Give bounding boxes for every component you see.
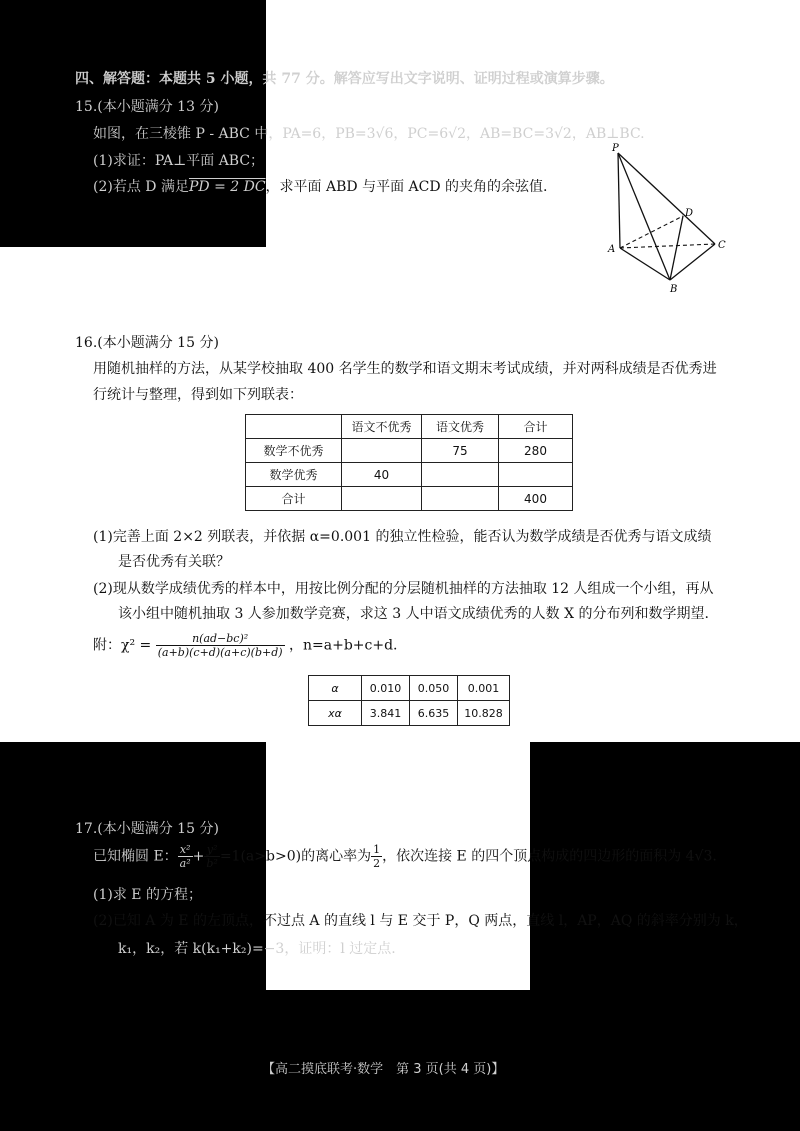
ct-r0-c0: 数学不优秀: [246, 439, 342, 463]
ct-header-1: 语文不优秀: [342, 415, 422, 439]
ct-r2-c0: 合计: [246, 487, 342, 511]
tetrahedron-figure: [600, 140, 730, 295]
label-b: B: [670, 284, 678, 295]
formula-suffix: ，n=a+b+c+d.: [289, 637, 398, 654]
ct-r2-c2: [422, 487, 499, 511]
q17-e-num: 1: [373, 843, 381, 856]
ct-r0-c1: [342, 439, 422, 463]
formula-denominator: (a+b)(c+d)(a+c)(b+d): [157, 646, 283, 660]
q15-part2: [93, 178, 547, 196]
black-occlusion-bottom-strip: [266, 990, 530, 1131]
edge-ac-dashed: [620, 244, 715, 248]
q17-stem-pre: 已知椭圆 E：: [93, 848, 178, 865]
q17-plus: +: [192, 848, 205, 865]
ct-r0-c3: 280: [499, 439, 573, 463]
cv-x-3: 10.828: [458, 701, 510, 726]
q15-part2-pre: (2)若点 D 满足: [93, 179, 189, 195]
ct-r0-c2: 75: [422, 439, 499, 463]
cv-alpha-1: 0.010: [362, 676, 410, 701]
ct-r1-c0: 数学优秀: [246, 463, 342, 487]
q16-part2-line2: 该小组中随机抽取 3 人参加数学竞赛，求这 3 人中语文成绩优秀的人数 X 的分布列和数学期望.: [118, 606, 709, 622]
cv-x-2: 6.635: [410, 701, 458, 726]
q17-e-den: 2: [373, 857, 381, 871]
q17-stem: [93, 843, 717, 870]
cv-alpha-2: 0.050: [410, 676, 458, 701]
contingency-table: [245, 414, 573, 511]
label-c: C: [718, 240, 726, 251]
q17-frac-y-num: y²: [204, 843, 219, 857]
q15-part1: (1)求证：PA⊥平面 ABC；: [93, 153, 265, 169]
black-occlusion-bottom-left: [0, 742, 266, 1131]
q17-frac-x-den: a²: [179, 857, 191, 871]
formula-numerator: n(ad−bc)²: [156, 632, 285, 646]
q17-fraction-x: [178, 843, 193, 870]
q17-frac-y-den: b²: [206, 857, 218, 871]
black-occlusion-top-left: [0, 0, 266, 247]
q17-stem-mid: =1(a>b>0)的离心率为: [219, 848, 372, 865]
cv-x-1: 3.841: [362, 701, 410, 726]
cv-x-label: xα: [309, 701, 362, 726]
q16-part1-line2: 是否优秀有关联？: [118, 554, 230, 570]
black-occlusion-bottom-right: [530, 742, 800, 1131]
label-a: A: [608, 244, 616, 255]
q15-part2-post: ，求平面 ABD 与平面 ACD 的夹角的余弦值.: [265, 179, 548, 195]
ct-r1-c1: 40: [342, 463, 422, 487]
ct-r1-c2: [422, 463, 499, 487]
edge-pc: [618, 153, 715, 244]
page-footer: 【高二摸底联考·数学 第 3 页(共 4 页)】: [262, 1062, 505, 1077]
q15-part2-vector: PD = 2 DC: [188, 179, 266, 195]
q17-fraction-y: [204, 843, 219, 870]
edge-pb: [618, 153, 670, 280]
formula-fraction: [156, 632, 285, 659]
chi-square-formula: [93, 632, 398, 659]
cv-alpha-3: 0.001: [458, 676, 510, 701]
ct-r1-c3: [499, 463, 573, 487]
ct-header-0: [246, 415, 342, 439]
edge-pa: [618, 153, 620, 248]
q17-stem-post: ，依次连接 E 的四个顶点构成的四边形的面积为 4√3.: [382, 848, 717, 865]
ct-header-3: 合计: [499, 415, 573, 439]
q17-eccentricity: [371, 843, 382, 870]
section-header: 四、解答题：本题共 5 小题，共 77 分。解答应写出文字说明、证明过程或演算步骤。: [75, 71, 614, 87]
q15-title: 15.(本小题满分 13 分): [75, 99, 219, 115]
formula-prefix: 附：χ² =: [93, 637, 152, 654]
q17-part1: (1)求 E 的方程；: [93, 887, 202, 903]
q16-title: 16.(本小题满分 15 分): [75, 335, 219, 351]
q17-frac-x-num: x²: [178, 843, 193, 857]
critical-value-table: [308, 675, 510, 726]
edge-ad-dashed: [620, 216, 683, 248]
edge-ab: [620, 248, 670, 280]
q16-stem-line2: 行统计与整理，得到如下列联表：: [93, 387, 303, 403]
q16-stem-line1: 用随机抽样的方法，从某学校抽取 400 名学生的数学和语文期末考试成绩，并对两科成绩是否优秀进: [93, 361, 717, 377]
label-d: D: [685, 208, 694, 219]
cv-alpha-label: α: [309, 676, 362, 701]
q16-part1-line1: (1)完善上面 2×2 列联表，并依据 α=0.001 的独立性检验，能否认为数学成绩是否优秀与语文成绩: [93, 529, 712, 545]
q17-part2-line1: (2)已知 A 为 E 的左顶点，不过点 A 的直线 l 与 E 交于 P，Q 两点，直线 l，AP，AQ 的斜率分别为 k，: [93, 913, 748, 929]
ct-r2-c3: 400: [499, 487, 573, 511]
ct-header-2: 语文优秀: [422, 415, 499, 439]
q15-stem: 如图，在三棱锥 P - ABC 中，PA=6，PB=3√6，PC=6√2，AB=BC=3√2，AB⊥BC.: [93, 126, 645, 142]
label-p: P: [612, 143, 619, 154]
q16-part2-line1: (2)现从数学成绩优秀的样本中，用按比例分配的分层随机抽样的方法抽取 12 人组成一个小组，再从: [93, 581, 714, 597]
q17-part2-line2: k₁，k₂，若 k(k₁+k₂)=−3，证明：l 过定点.: [118, 941, 396, 957]
q17-title: 17.(本小题满分 15 分): [75, 821, 219, 837]
ct-r2-c1: [342, 487, 422, 511]
